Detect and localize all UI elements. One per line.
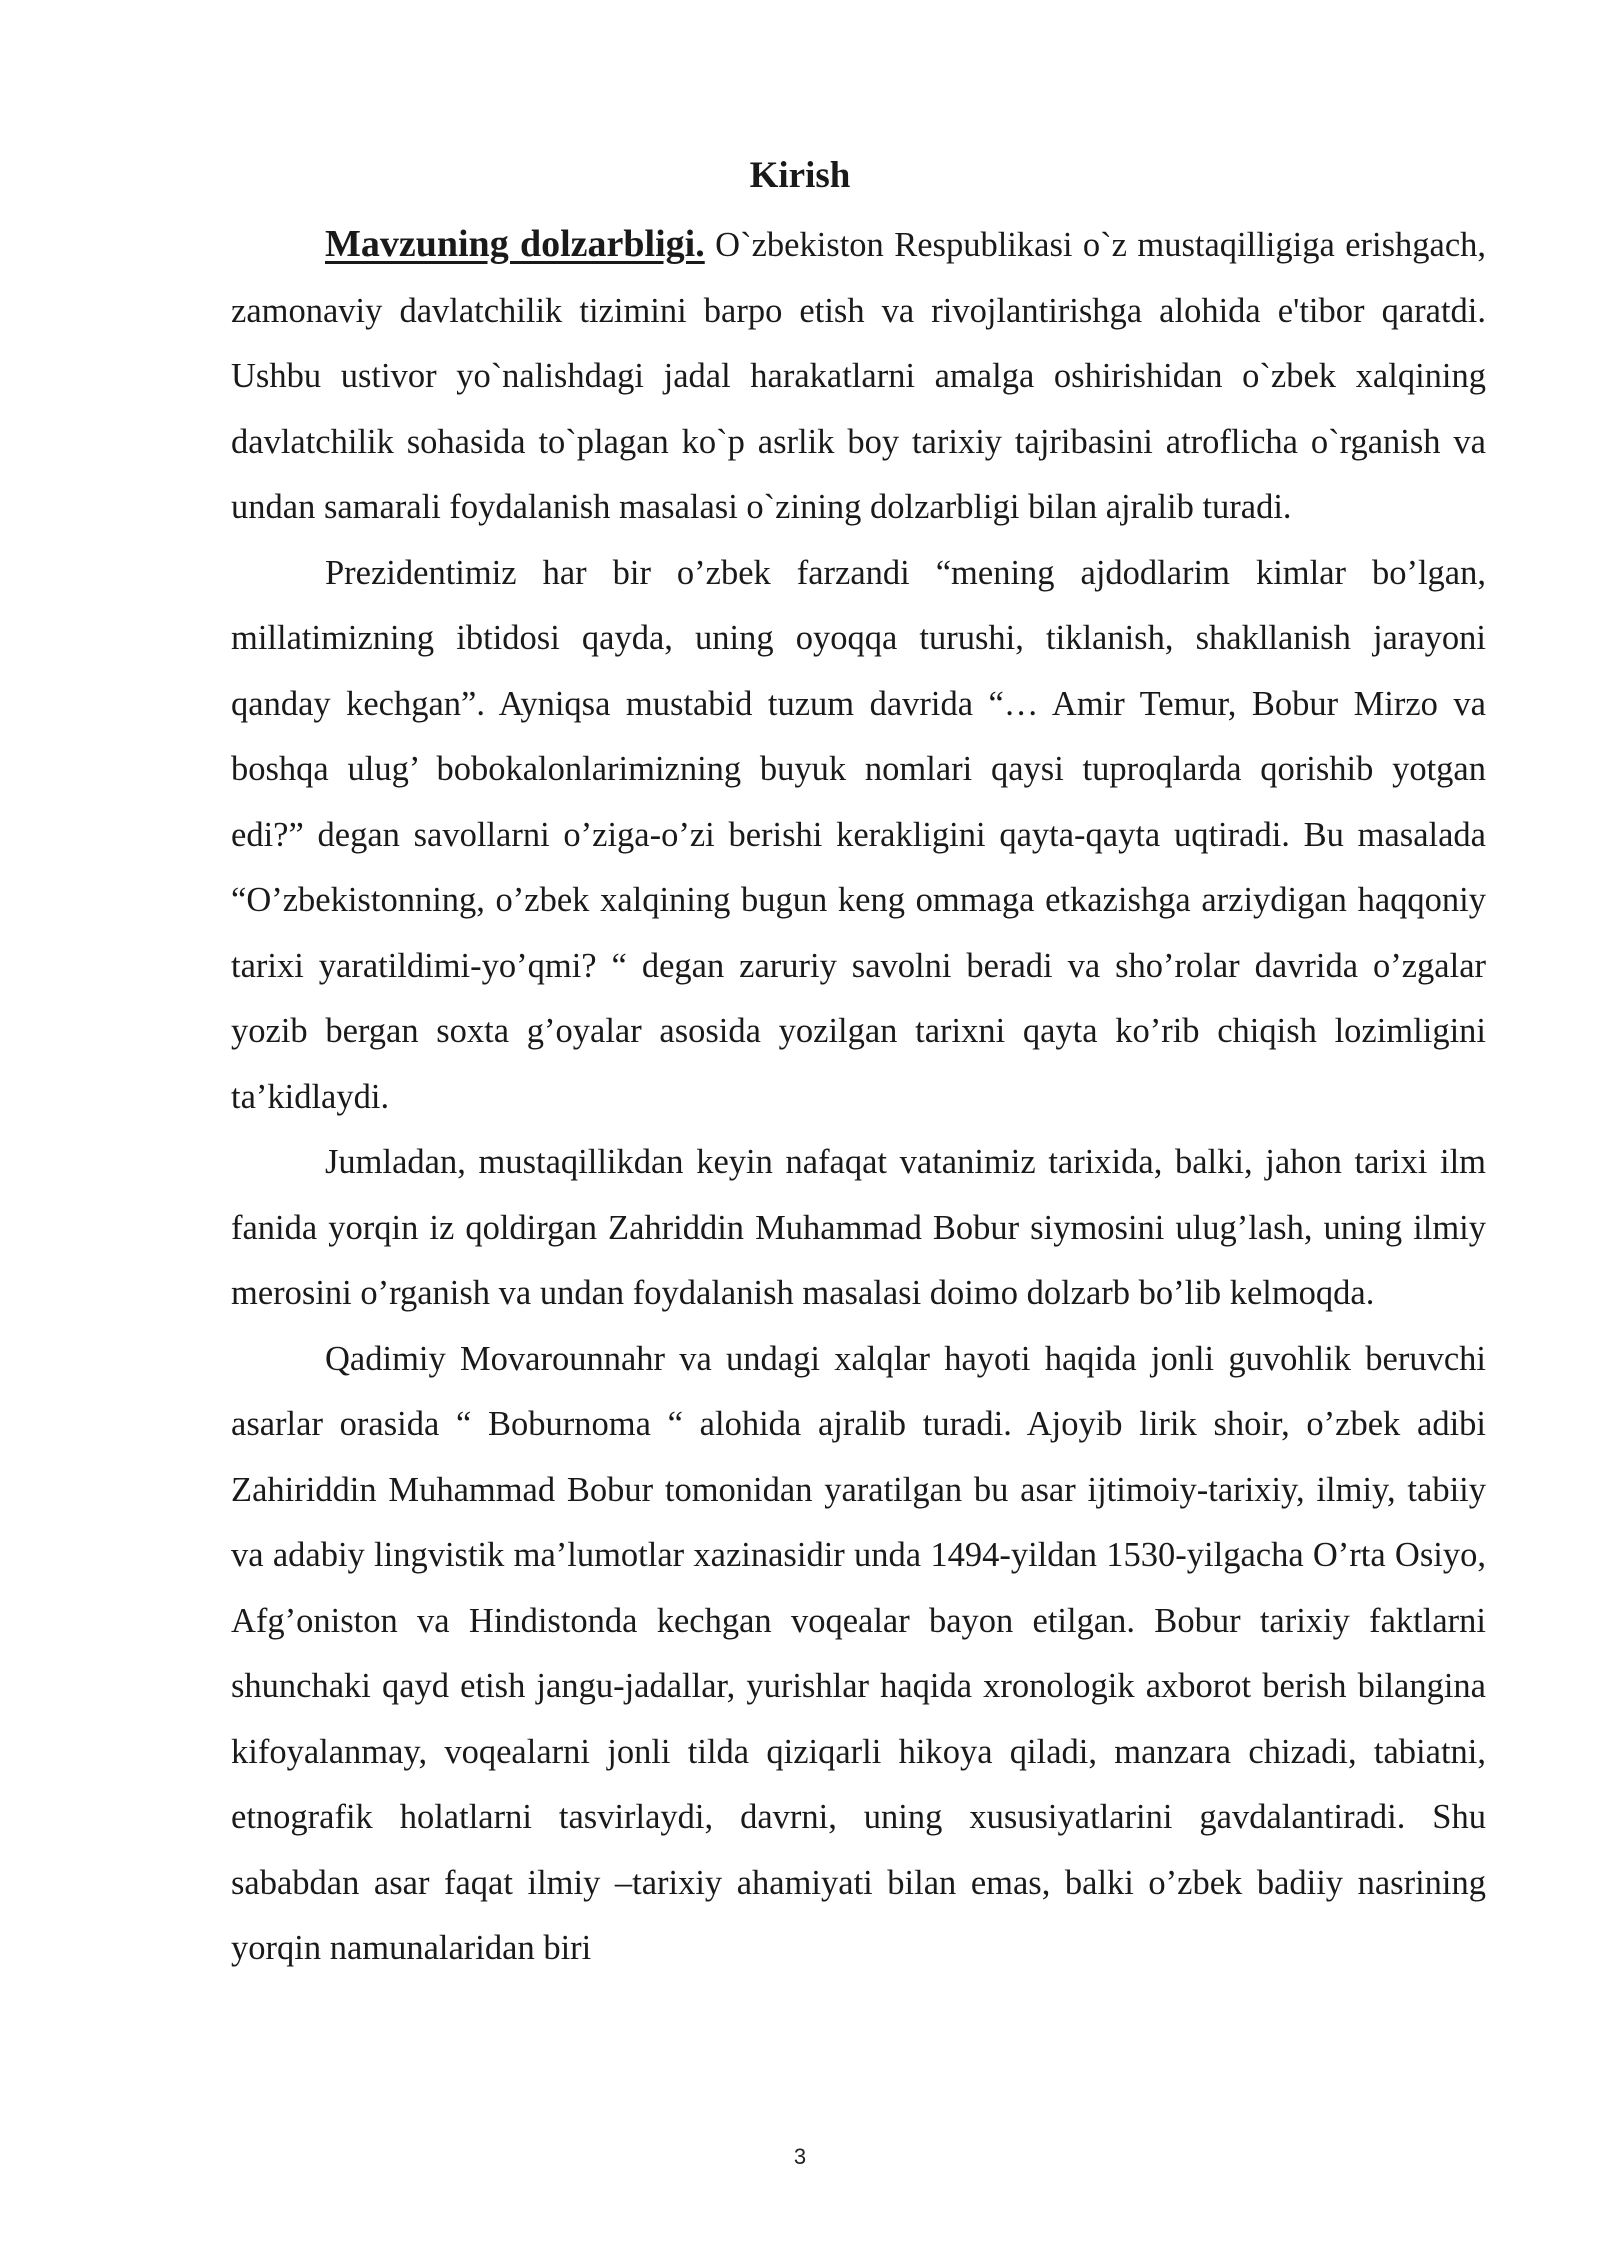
section-heading: Mavzuning dolzarbligi.: [325, 223, 705, 265]
body-text: [231, 212, 1486, 1982]
paragraph-1: [231, 212, 1486, 541]
page-number: 3: [793, 2144, 807, 2169]
paragraph-3: Jumladan, mustaqillikdan keyin nafaqat vatanimiz tarixida, balki, jahon tarixi ilm fanida yorqin iz qoldirgan Zahriddin Muhammad Bobur siymosini ulug’lash, uning ilmiy merosini o’rganish va undan foydalanish masalasi doimo dolzarb bo’lib kelmoqda.: [231, 1143, 1486, 1312]
page-title: Kirish: [749, 155, 851, 196]
paragraph-2: Prezidentimiz har bir o’zbek farzandi “mening ajdodlarim kimlar bo’lgan, millatimizning ibtidosi qayda, uning oyoqqa turushi, tiklanish, shakllanish jarayoni qanday kechgan”. Ayniqsa mustabid tuzum davrida “… Amir Temur, Bobur Mirzo va boshqa ulug’ bobokalonlarimizning buyuk nomlari qaysi tuproqlarda qorishib yotgan edi?” degan savollarni o’ziga-o’zi berishi kerakligini qayta-qayta uqtiradi. Bu masalada “O’zbekistonning, o’zbek xalqining bugun keng ommaga etkazishga arziydigan haqqoniy tarixi yaratildimi-yo’qmi? “ degan zaruriy savolni beradi va sho’rolar davrida o’zgalar yozib bergan soxta g’oyalar asosida yozilgan tarixni qayta ko’rib chiqish lozimligini ta’kidlaydi.: [231, 553, 1486, 1116]
paragraph-4: Qadimiy Movarounnahr va undagi xalqlar hayoti haqida jonli guvohlik beruvchi asarlar orasida “ Boburnoma “ alohida ajralib turadi. Ajoyib lirik shoir, o’zbek adibi Zahiriddin Muhammad Bobur tomonidan yaratilgan bu asar ijtimoiy-tarixiy, ilmiy, tabiiy va adabiy lingvistik ma’lumotlar xazinasidir unda 1494-yildan 1530-yilgacha O’rta Osiyo, Afg’oniston va Hindistonda kechgan voqealar bayon etilgan. Bobur tarixiy faktlarni shunchaki qayd etish jangu-jadallar, yurishlar haqida xronologik axborot berish bilangina kifoyalanmay, voqealarni jonli tilda qiziqarli hikoya qiladi, manzara chizadi, tabiatni, etnografik holatlarni tasvirlaydi, davrni, uning xususiyatlarini gavdalantiradi. Shu sababdan asar faqat ilmiy –tarixiy ahamiyati bilan emas, balki o’zbek badiiy nasrining yorqin namunalaridan biri: [231, 1339, 1486, 1967]
paragraph-1-text: O`zbekiston Respublikasi o`z mustaqilligiga erishgach, zamonaviy davlatchilik tizimini barpo etish va rivojlantirishga alohida e'tibor qaratdi. Ushbu ustivor yo`nalishdagi jadal harakatlarni amalga oshirishidan o`zbek xalqining davlatchilik sohasida to`plagan ko`p asrlik boy tarixiy tajribasini atroflicha o`rganish va undan samarali foydalanish masalasi o`zining dolzarbligi bilan ajralib turadi.: [231, 226, 1487, 526]
